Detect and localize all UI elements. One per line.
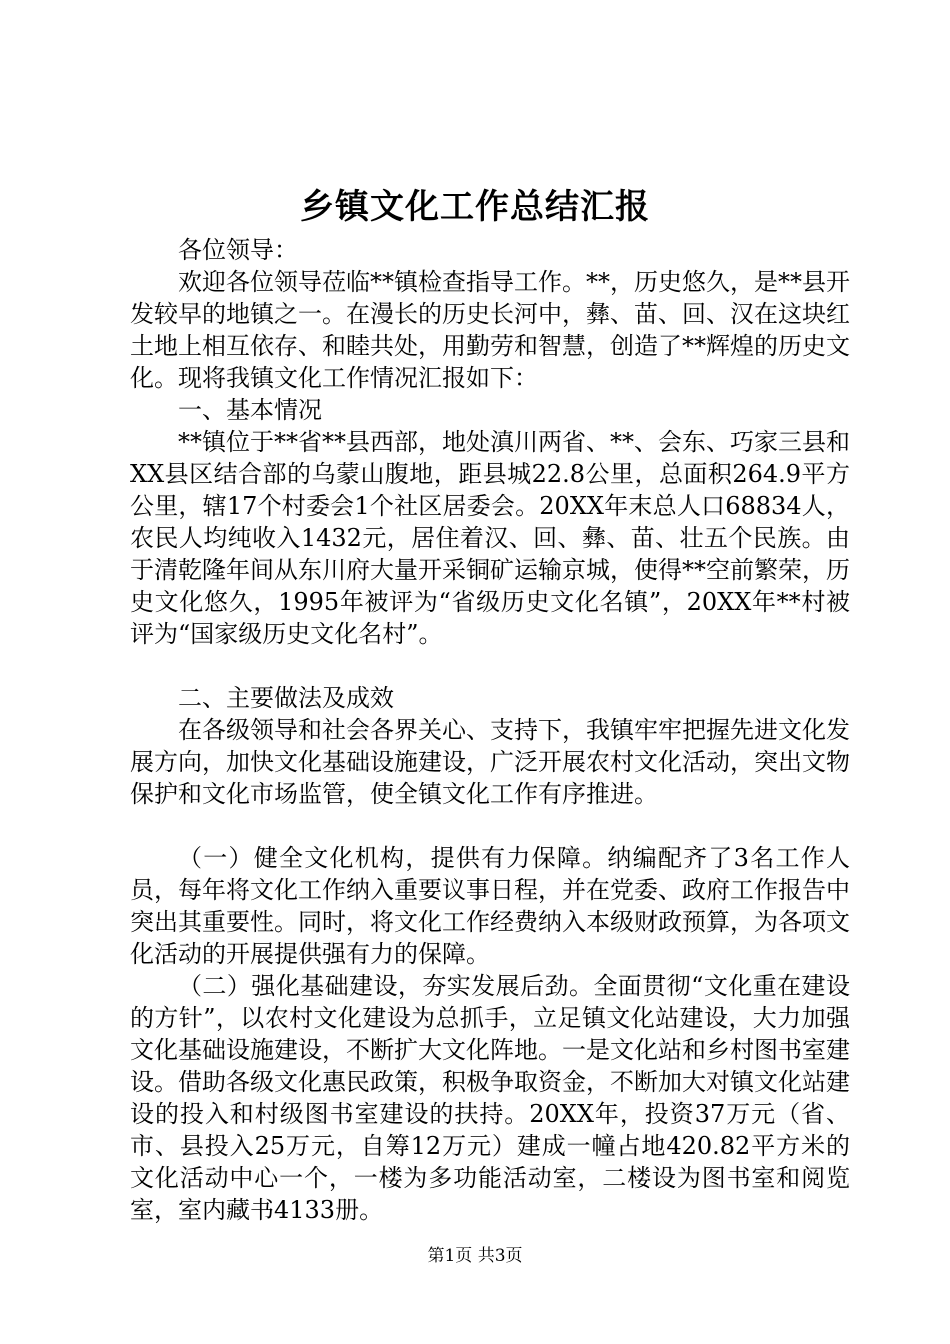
subsection-two-paragraph: （二）强化基础建设，夯实发展后劲。全面贯彻“文化重在建设的方针”，以农村文化建设为总抓手，立足镇文化站建设，大力加强文化基础设施建设，不断扩大文化阵地。一是文化站和乡村图书室建设。借助各级文化惠民政策，积极争取资金，不断加大对镇文化站建设的投入和村级图书室建设的扶持。20XX年，投资37万元（省、市、县投入25万元，自筹12万元）建成一幢占地420.82平方米的文化活动中心一个，一楼为多功能活动室，二楼设为图书室和阅览室，室内藏书4133册。 (130, 972, 850, 1224)
page-number: 第1页 共3页 (427, 1246, 523, 1266)
basic-info-paragraph: **镇位于**省**县西部，地处滇川两省、**、会东、巧家三县和XX县区结合部的乌蒙山腹地，距县城22.8公里，总面积264.9平方公里，辖17个村委会1个社区居委会。20XX年末总人口68834人，农民人均纯收入1432元，居住着汉、回、彝、苗、壮五个民族。由于清乾隆年间从东川府大量开采铜矿运输京城，使得**空前繁荣，历史文化悠久，1995年被评为“省级历史文化名镇”，20XX年**村被评为“国家级历史文化名村”。 (130, 428, 850, 648)
salutation: 各位领导： (178, 236, 298, 264)
section-heading-basic: 一、基本情况 (178, 396, 322, 424)
subsection-one-paragraph: （一）健全文化机构，提供有力保障。纳编配齐了3名工作人员，每年将文化工作纳入重要议事日程，并在党委、政府工作报告中突出其重要性。同时，将文化工作经费纳入本级财政预算，为各项文化活动的开展提供强有力的保障。 (130, 844, 850, 968)
section-heading-practices: 二、主要做法及成效 (178, 684, 394, 712)
practices-paragraph: 在各级领导和社会各界关心、支持下，我镇牢牢把握先进文化发展方向，加快文化基础设施建设，广泛开展农村文化活动，突出文物保护和文化市场监管，使全镇文化工作有序推进。 (130, 716, 850, 808)
intro-paragraph: 欢迎各位领导莅临**镇检查指导工作。**，历史悠久，是**县开发较早的地镇之一。在漫长的历史长河中，彝、苗、回、汉在这块红土地上相互依存、和睦共处，用勤劳和智慧，创造了**辉煌的历史文化。现将我镇文化工作情况汇报如下： (130, 268, 850, 392)
document-body (130, 234, 850, 1226)
document-title: 乡镇文化工作总结汇报 (300, 187, 650, 227)
